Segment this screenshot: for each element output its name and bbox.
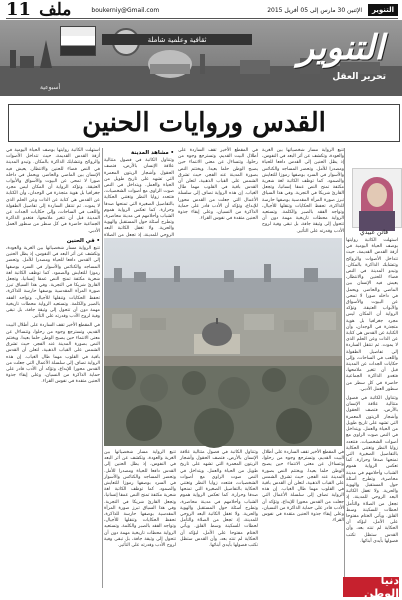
subheading: • مشاهد المدينة (131, 150, 174, 156)
column-text: استهلت الكاتبة روايتها بوصف الحياة اليومية في أزقة القدس القديمة، حيث تتداخل الأصوات والروائح وتتشابك الذاكرة بالمكان. وتبدو المدينة في النص فضاء للحنين والانتظار، يعيش فيه الإنسان بين الماضي والحاضر، ويحمل في داخله صورا لا تمحى عن البيوت والأسواق والأبواب العتيقة. وتؤكد الرواية أن المكان ليس مجرد جغرافيا بل هوية متجذرة في الوجدان، وأن الكتابة عن القدس هي كتابة عن الذات وعن الحلم الذي لا يموت. ثم تنتقل الساردة إلى تفاصيل الطفولة واللعب في الساحات، وإلى حكايات الجدات عن المدينة قبل أن تتغير ملامحها، فتغدو الذاكرة الجماعية حاضرة في كل سطر من سطور العمل الأدبي. (6, 148, 100, 234)
headline-box (8, 104, 400, 142)
article-headline: القدس وروايات الحنين (82, 108, 326, 138)
masthead-slogan: تحرير العقل (332, 72, 386, 82)
column-text: في المقطع الأخير تقف الساردة على أطلال البيت القديم، وتسترجع وجوه من رحلوا، وتتساءل عن معنى الانتماء حين يصبح الوطن حلما بعيدا. ويختتم النص بصورة المدينة عند الفجر، حيث تشرق الشمس على القباب الذهبية، لتعلن أن القدس باقية في القلوب مهما طال الغياب. إن هذه الرواية تضاف إلى سلسلة الأعمال التي جعلت من القدس محورا للإبداع، وتؤكد أن الأدب قادر على حماية الذاكرة من النسيان، وعلى إبقاء جذوة الحنين متقدة في نفوس القراء. (6, 323, 100, 385)
column-text: في المقطع الأخير تقف الساردة على أطلال البيت القديم، وتسترجع وجوه من رحلوا، وتتساءل عن معنى الانتماء حين يصبح الوطن حلما بعيدا. ويختتم النص بصورة المدينة عند الفجر، حيث تشرق الشمس على القباب الذهبية، لتعلن أن القدس باقية في القلوب مهما طال الغياب. إن هذه الرواية تضاف إلى سلسلة الأعمال التي جعلت من القدس محورا للإبداع، وتؤكد أن الأدب قادر على حماية الذاكرة من النسيان، وعلى إبقاء جذوة الحنين متقدة في نفوس القراء. (262, 450, 344, 524)
author-photo (352, 168, 402, 228)
jerusalem-photo (104, 238, 342, 446)
email: boukerniy@Gmail.com (91, 6, 160, 14)
mini-logo: التنوير (368, 4, 398, 16)
article-column-bottom-1 (262, 450, 344, 590)
column-text: تتبع الرواية مسار شخصياتها بين الغربة والعودة، وتكشف عن أثر البعد في النفوس، إذ يظل الحنين إلى القدس دافعا للحياة ومصدرا للأمل. وتحضر المساجد والكنائس والأسوار في السرد بوصفها رموزا للتعايش والصمود. كما توظف الكاتبة لغة شعرية مكثفة تمنح النص عمقا إنسانيا، وتجعل القارئ شريكا في التجربة. وفي هذا السياق تبرز صورة المرأة المقدسية بوصفها حارسة للذاكرة، تحفظ الحكايات وتنقلها للأجيال، وتواجه الفقد بالصبر والكلمة. وتستعيد الرواية محطات تاريخية مهمة دون أن تتحول إلى وثيقة جافة، بل تبقى وفية لروح الأدب وقدرته على التأثير. (104, 450, 176, 549)
article-column-2 (262, 148, 344, 234)
flag-emblem (60, 26, 96, 56)
column-text: وتتناول الكاتبة في فصول متتالية علاقة الإنسان بالأرض، فتصف الحقول وأشجار الزيتون المعمرة التي تشهد على تاريخ طويل من الحياة والعمل. ويتداخل في النص صوت الراوي مع أصوات الشخصيات، فتتعدد زوايا النظر وتغتني الحكاية بالتفاصيل الصغيرة التي تمنحها صدقا وحرارة. كما تعكس الرواية هموم الشباب وأحلامهم في مدينة محاصرة، وتطرح أسئلة حول المستقبل والهوية والحرية. ولا تغفل الكاتبة البعد الروحي للمدينة، إذ تجعل من الصلاة (104, 158, 174, 238)
article-column-4 (104, 148, 174, 238)
page-number: 11 (6, 0, 32, 20)
masthead-title: التنوير (297, 28, 384, 68)
top-strip (6, 2, 398, 19)
article-column-right (346, 238, 398, 588)
masthead-tagline: أسبوعية (40, 84, 61, 91)
column-text: تتبع الرواية مسار شخصياتها بين الغربة والعودة، وتكشف عن أثر البعد في النفوس، إذ يظل الحنين إلى القدس دافعا للحياة ومصدرا للأمل. وتحضر المساجد والكنائس والأسوار في السرد بوصفها رموزا للتعايش والصمود. كما توظف الكاتبة لغة شعرية مكثفة تمنح النص عمقا إنسانيا، وتجعل القارئ شريكا في التجربة. وفي هذا السياق تبرز صورة المرأة المقدسية بوصفها حارسة للذاكرة، تحفظ الحكايات وتنقلها للأجيال، وتواجه الفقد بالصبر والكلمة. وتستعيد الرواية محطات تاريخية مهمة دون أن تتحول إلى وثيقة جافة، بل تبقى وفية لروح الأدب وقدرته على التأثير. (6, 246, 100, 320)
masthead (0, 20, 402, 96)
issue-date: الإثنين 30 مارس إلى 05 أفريل 2015 (267, 6, 362, 14)
column-text: استهلت الكاتبة روايتها بوصف الحياة اليومية في أزقة القدس القديمة، حيث تتداخل الأصوات والروائح وتتشابك الذاكرة بالمكان. وتبدو المدينة في النص فضاء للحنين والانتظار، يعيش فيه الإنسان بين الماضي والحاضر، ويحمل في داخله صورا لا تمحى عن البيوت والأسواق والأبواب العتيقة. وتؤكد الرواية أن المكان ليس مجرد جغرافيا بل هوية متجذرة في الوجدان، وأن الكتابة عن القدس هي كتابة عن الذات وعن الحلم الذي لا يموت. ثم تنتقل الساردة إلى تفاصيل الطفولة واللعب في الساحات، وإلى حكايات الجدات عن المدينة قبل أن تتغير ملامحها، فتغدو الذاكرة الجماعية حاضرة في كل سطر من سطور العمل الأدبي. (346, 238, 398, 392)
column-text: وتتناول الكاتبة في فصول متتالية علاقة الإنسان بالأرض، فتصف الحقول وأشجار الزيتون المعمرة التي تشهد على تاريخ طويل من الحياة والعمل. ويتداخل في النص صوت الراوي مع أصوات الشخصيات، فتتعدد زوايا النظر وتغتني الحكاية بالتفاصيل الصغيرة التي تمنحها صدقا وحرارة. كما تعكس الرواية هموم الشباب وأحلامهم في مدينة محاصرة، وتطرح أسئلة حول المستقبل والهوية والحرية. ولا تغفل الكاتبة البعد الروحي للمدينة، إذ تجعل من الصلاة والتأمل لحظات للسكينة وسط القلق. ويأتي الختام مفتوحا على الأمل، ليؤكد أن الحكاية لم تنته بعد، وأن القدس ستظل تكتب فصولها بأيدي أبنائها. (180, 450, 258, 549)
article-column-bottom-2 (180, 450, 258, 590)
article-column-left (6, 148, 100, 588)
article-column-3 (178, 148, 258, 234)
subheading: • في الحنين (66, 237, 100, 244)
masthead-subtitle: ثقافية وعلمية شاملة (102, 34, 252, 45)
section-title: ملف (39, 0, 72, 20)
article-column-bottom-3 (104, 450, 176, 590)
watermark-logo: دنيا الوطن (343, 577, 399, 597)
column-text: وتتناول الكاتبة في فصول متتالية علاقة الإنسان بالأرض، فتصف الحقول وأشجار الزيتون المعمرة التي تشهد على تاريخ طويل من الحياة والعمل. ويتداخل في النص صوت الراوي مع أصوات الشخصيات، فتتعدد زوايا النظر وتغتني الحكاية بالتفاصيل الصغيرة التي تمنحها صدقا وحرارة. كما تعكس الرواية هموم الشباب وأحلامهم في مدينة محاصرة، وتطرح أسئلة حول المستقبل والهوية والحرية. ولا تغفل الكاتبة البعد الروحي للمدينة، إذ تجعل من الصلاة والتأمل لحظات للسكينة وسط القلق. ويأتي الختام مفتوحا على الأمل، ليؤكد أن الحكاية لم تنته بعد، وأن القدس ستظل تكتب فصولها بأيدي أبنائها. (346, 396, 398, 544)
author-name: فاتن عبيدي (360, 229, 388, 236)
column-text: تتبع الرواية مسار شخصياتها بين الغربة والعودة، وتكشف عن أثر البعد في النفوس، إذ يظل الحنين إلى القدس دافعا للحياة ومصدرا للأمل. وتحضر المساجد والكنائس والأسوار في السرد بوصفها رموزا للتعايش والصمود. كما توظف الكاتبة لغة شعرية مكثفة تمنح النص عمقا إنسانيا، وتجعل القارئ شريكا في التجربة. وفي هذا السياق تبرز صورة المرأة المقدسية بوصفها حارسة للذاكرة، تحفظ الحكايات وتنقلها للأجيال، وتواجه الفقد بالصبر والكلمة. وتستعيد الرواية محطات تاريخية مهمة دون أن تتحول إلى وثيقة جافة، بل تبقى وفية لروح الأدب وقدرته على التأثير. (262, 148, 344, 234)
column-text: في المقطع الأخير تقف الساردة على أطلال البيت القديم، وتسترجع وجوه من رحلوا، وتتساءل عن معنى الانتماء حين يصبح الوطن حلما بعيدا. ويختتم النص بصورة المدينة عند الفجر، حيث تشرق الشمس على القباب الذهبية، لتعلن أن القدس باقية في القلوب مهما طال الغياب. إن هذه الرواية تضاف إلى سلسلة الأعمال التي جعلت من القدس محورا للإبداع، وتؤكد أن الأدب قادر على حماية الذاكرة من النسيان، وعلى إبقاء جذوة الحنين متقدة في نفوس القراء. (178, 148, 258, 222)
